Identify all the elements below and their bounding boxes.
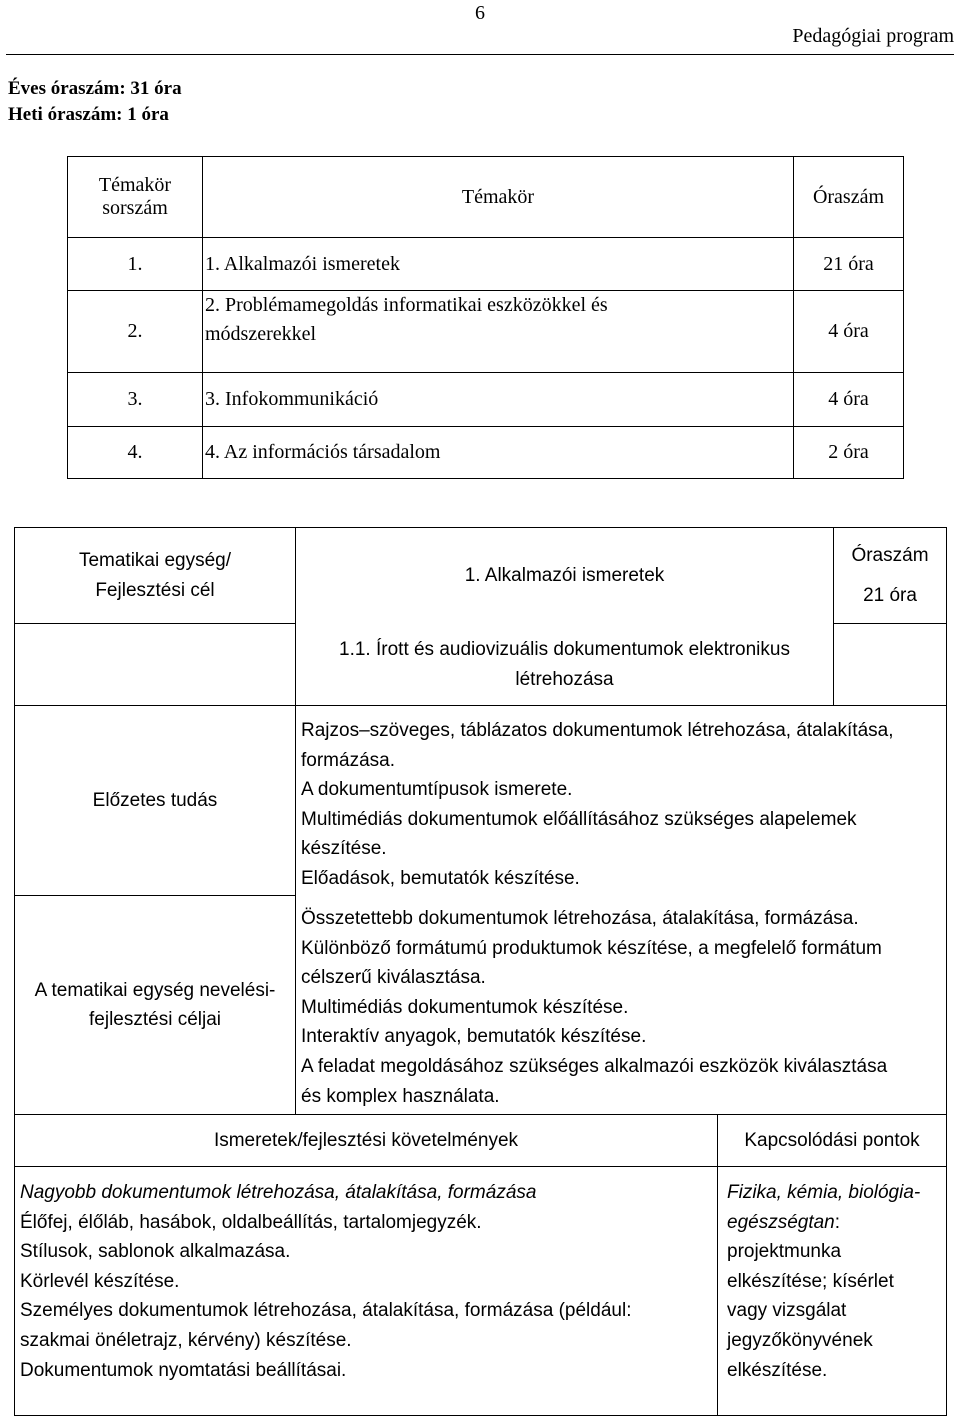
table-rule <box>14 623 296 624</box>
unit-label-line: Fejlesztési cél <box>95 579 215 601</box>
header-number-line: sorszám <box>102 197 168 219</box>
list-item: Összetettebb dokumentumok létrehozása, átalakítása, formázása. <box>301 908 859 929</box>
list-item: formázása. <box>301 749 395 771</box>
list-item: Multimédiás dokumentumok előállításához szükséges alapelemek <box>301 808 857 830</box>
table-row-2-hours: 4 óra <box>828 320 869 342</box>
requirements-list <box>20 1178 714 1385</box>
connections-list <box>727 1178 943 1385</box>
list-item: és komplex használata. <box>301 1085 500 1107</box>
table-row-3-number: 3. <box>127 388 143 410</box>
list-item: szakmai önéletrajz, kérvény) készítése. <box>20 1329 352 1351</box>
goals-list <box>301 904 943 1111</box>
list-item: A dokumentumtípusok ismerete. <box>301 779 573 801</box>
table-row-4-number: 4. <box>127 441 143 463</box>
topic-line: módszerekkel <box>205 323 317 345</box>
requirements-header: Ismeretek/fejlesztési követelmények <box>213 1129 519 1151</box>
table-row-3-topic: 3. Infokommunikáció <box>205 388 379 410</box>
list-item: jegyzőkönyvének <box>727 1329 873 1351</box>
list-item: célszerű kiválasztása. <box>301 967 486 989</box>
list-item: vagy vizsgálat <box>727 1300 847 1322</box>
header-number <box>68 157 202 237</box>
list-item: készítése. <box>301 838 387 860</box>
table-rule <box>14 1166 947 1167</box>
list-item: Személyes dokumentumok létrehozása, átalakítása, formázása (például: <box>20 1300 632 1322</box>
list-item: Előadások, bemutatók készítése. <box>301 867 580 889</box>
table-row-1-hours: 21 óra <box>823 252 874 275</box>
table-row-4-topic: 4. Az információs társadalom <box>205 441 441 463</box>
table-row-3-hours: 4 óra <box>828 388 869 410</box>
subunit-title <box>296 624 833 705</box>
page-number: 6 <box>475 2 485 24</box>
table-rule <box>833 623 947 624</box>
yearly-hours: Éves óraszám: 31 óra <box>8 78 182 99</box>
unit-hours-label: Óraszám <box>851 544 929 566</box>
list-item: elkészítése. <box>727 1359 828 1381</box>
table-row-1-topic: 1. Alkalmazói ismeretek <box>205 252 400 275</box>
goals-label-line: fejlesztési céljai <box>89 1009 221 1030</box>
subunit-title-line: 1.1. Írott és audiovizuális dokumentumok elektronikus <box>339 638 790 660</box>
header-rule <box>6 54 954 55</box>
list-item: Interaktív anyagok, bemutatók készítése. <box>301 1026 647 1048</box>
table-rule <box>903 156 904 479</box>
table-row-4-hours: 2 óra <box>828 441 869 463</box>
table-rule <box>67 478 904 479</box>
weekly-hours: Heti óraszám: 1 óra <box>8 104 169 125</box>
prior-knowledge-list <box>301 716 943 894</box>
list-item: Multimédiás dokumentumok készítése. <box>301 996 629 1018</box>
running-title: Pedagógiai program <box>792 25 954 47</box>
list-item: A feladat megoldásához szükséges alkalmazói eszközök kiválasztása <box>301 1055 888 1077</box>
header-number-line: Témakör <box>98 174 172 196</box>
connection-subject: egészségtan <box>727 1211 835 1233</box>
goals-label <box>15 896 295 1114</box>
unit-label-line: Tematikai egység/ <box>78 549 232 571</box>
goals-label-line: A tematikai egység nevelési- <box>34 980 276 1001</box>
list-item: Rajzos–szöveges, táblázatos dokumentumok létrehozása, átalakítása, <box>301 720 894 741</box>
connections-header: Kapcsolódási pontok <box>744 1129 920 1151</box>
requirements-title: Nagyobb dokumentumok létrehozása, átalakítása, formázása <box>20 1182 537 1203</box>
header-topic: Témakör <box>461 185 535 208</box>
connection-colon: : <box>834 1211 841 1233</box>
unit-label <box>15 528 295 623</box>
unit-title: 1. Alkalmazói ismeretek <box>464 564 665 586</box>
list-item: Élőfej, élőláb, hasábok, oldalbeállítás, tartalomjegyzék. <box>20 1211 482 1233</box>
list-item: Különböző formátumú produktumok készítése, a megfelelő formátum <box>301 937 882 959</box>
table-rule <box>14 1415 947 1416</box>
connection-subject: Fizika, kémia, biológia- <box>727 1182 921 1203</box>
list-item: Dokumentumok nyomtatási beállításai. <box>20 1359 347 1381</box>
subunit-title-line: létrehozása <box>515 668 614 690</box>
list-item: projektmunka <box>727 1241 842 1263</box>
unit-hours-value: 21 óra <box>863 584 917 606</box>
list-item: Stílusok, sablonok alkalmazása. <box>20 1241 291 1263</box>
prior-knowledge-label: Előzetes tudás <box>92 789 218 811</box>
table-row-2-topic <box>205 291 790 372</box>
list-item: elkészítése; kísérlet <box>727 1270 894 1292</box>
table-rule <box>946 527 947 1416</box>
table-row-1-number: 1. <box>127 252 143 275</box>
table-row-2-number: 2. <box>127 320 143 342</box>
unit-hours <box>834 528 946 623</box>
topic-line: 2. Problémamegoldás informatikai eszközökkel és <box>205 294 608 316</box>
list-item: Körlevél készítése. <box>20 1270 180 1292</box>
header-hours: Óraszám <box>812 185 885 208</box>
